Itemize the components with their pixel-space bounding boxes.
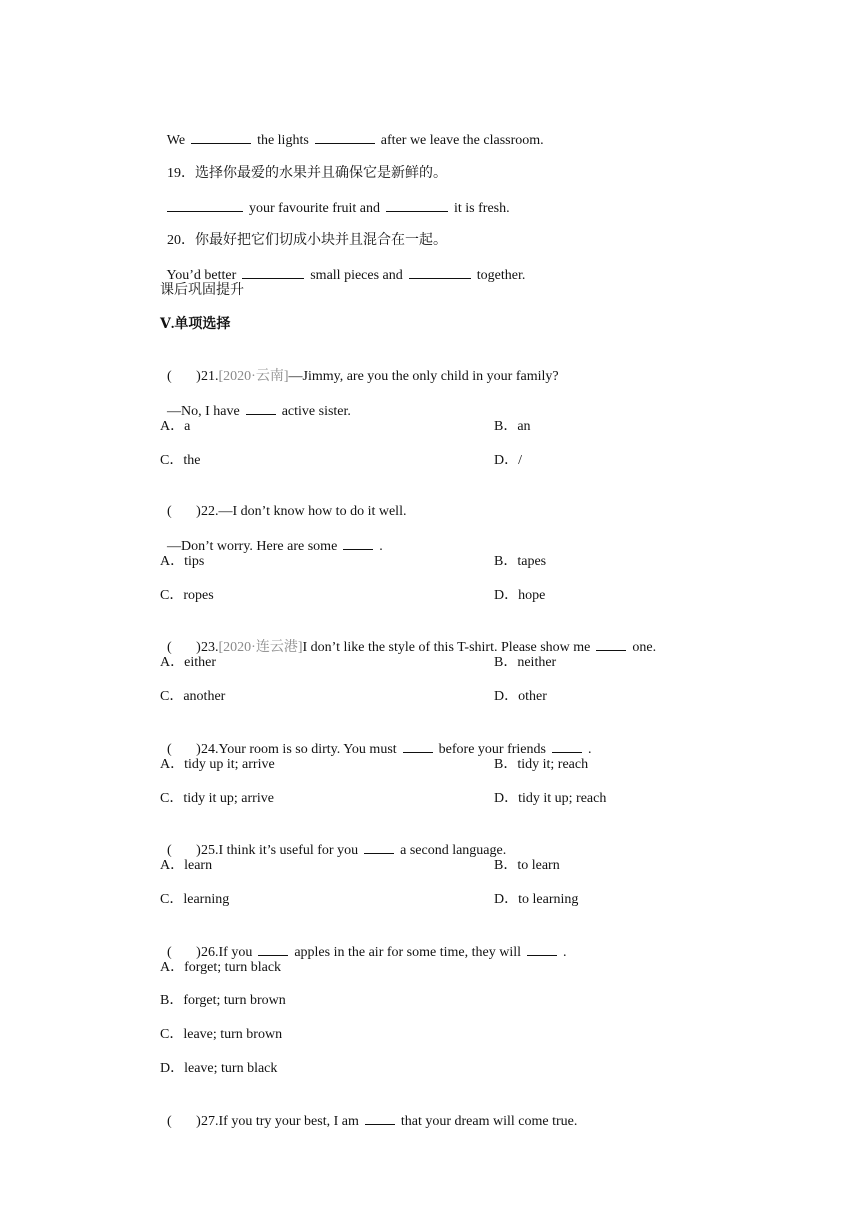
option-d[interactable]: D．other [494, 689, 547, 704]
blank [258, 943, 288, 956]
blank [596, 638, 626, 651]
question-text: I don’t like the style of this T-shirt. Please show me [302, 640, 591, 655]
question-text: —Don’t worry. Here are some [167, 539, 338, 554]
blank [365, 1112, 395, 1125]
question-number: 27. [201, 1114, 219, 1129]
question-number: 25. [201, 843, 219, 858]
option-a[interactable]: A．tidy up it; arrive [160, 757, 275, 772]
blank [527, 943, 557, 956]
blank [167, 199, 243, 212]
question-22-line2 [160, 519, 383, 556]
option-c[interactable]: C．another [160, 689, 226, 704]
blank [191, 131, 251, 144]
option-b[interactable]: B．an [494, 419, 531, 434]
blank [343, 537, 373, 550]
question-number: 20． [167, 233, 195, 248]
option-c[interactable]: C．leave; turn brown [160, 1027, 283, 1042]
option-a[interactable]: A．either [160, 655, 216, 670]
blank [315, 131, 375, 144]
option-d[interactable]: D．tidy it up; reach [494, 791, 607, 806]
question-text: that your dream will come true. [400, 1114, 578, 1129]
question-text: —I don’t know how to do it well. [218, 504, 407, 519]
question-text: . [563, 945, 567, 960]
fill-text: together. [476, 268, 526, 283]
option-c[interactable]: C．the [160, 453, 201, 468]
fill-text: the lights [257, 133, 309, 148]
fill-text: after we leave the classroom. [380, 133, 544, 148]
answer-paren: ( ) [167, 504, 201, 519]
fill-line-18 [160, 113, 544, 150]
question-19-prompt [160, 147, 447, 183]
answer-paren: ( ) [167, 640, 201, 655]
question-26-stem [160, 925, 567, 962]
blank [409, 266, 471, 279]
question-text: —Jimmy, are you the only child in your family? [288, 369, 559, 384]
blank [386, 199, 448, 212]
question-text: Your room is so dirty. You must [218, 742, 397, 757]
fill-line-20 [160, 248, 525, 285]
option-a[interactable]: A．tips [160, 554, 205, 569]
source-citation: [2020·云南] [218, 369, 289, 384]
question-22-stem [160, 485, 406, 521]
question-number: 22. [201, 504, 219, 519]
question-text: —No, I have [167, 404, 240, 419]
question-text: before your friends [438, 742, 546, 757]
option-b[interactable]: B．to learn [494, 858, 560, 873]
option-d[interactable]: D．hope [494, 588, 546, 603]
question-number: 21. [201, 369, 219, 384]
fill-line-19 [160, 181, 510, 218]
question-text: If you try your best, I am [218, 1114, 359, 1129]
option-c[interactable]: C．learning [160, 892, 230, 907]
question-21-stem [160, 350, 559, 386]
answer-paren: ( ) [167, 945, 201, 960]
answer-paren: ( ) [167, 742, 201, 757]
section-heading: 课后巩固提升 [160, 283, 244, 298]
option-a[interactable]: A．forget; turn black [160, 960, 282, 975]
chinese-prompt: 选择你最爱的水果并且确保它是新鲜的。 [195, 166, 447, 181]
fill-text: it is fresh. [454, 201, 510, 216]
question-23-stem [160, 620, 656, 657]
blank [364, 841, 394, 854]
question-text: . [379, 539, 383, 554]
question-24-stem [160, 722, 591, 759]
fill-text: You’d better [166, 268, 237, 283]
question-27-stem [160, 1094, 577, 1131]
blank [246, 402, 276, 415]
fill-text: small pieces and [310, 268, 403, 283]
answer-paren: ( ) [167, 843, 201, 858]
question-21-line2 [160, 384, 351, 421]
question-text: . [587, 742, 592, 757]
option-c[interactable]: C．tidy it up; arrive [160, 791, 274, 806]
question-20-prompt [160, 214, 447, 250]
question-text: I think it’s useful for you [218, 843, 359, 858]
answer-paren: ( ) [167, 369, 201, 384]
option-b[interactable]: B．tapes [494, 554, 547, 569]
blank [552, 740, 582, 753]
question-text: one. [632, 640, 657, 655]
option-b[interactable]: B．tidy it; reach [494, 757, 589, 772]
option-a[interactable]: A．a [160, 419, 191, 434]
blank [403, 740, 433, 753]
answer-paren: ( ) [167, 1114, 201, 1129]
option-a[interactable]: A．learn [160, 858, 213, 873]
option-b[interactable]: B．neither [494, 655, 557, 670]
question-text: a second language. [400, 843, 507, 858]
question-number: 24. [201, 742, 219, 757]
question-text: apples in the air for some time, they will [294, 945, 521, 960]
option-c[interactable]: C．ropes [160, 588, 214, 603]
option-d[interactable]: D．to learning [494, 892, 579, 907]
option-d[interactable]: D．leave; turn black [160, 1061, 278, 1076]
chinese-prompt: 你最好把它们切成小块并且混合在一起。 [195, 233, 447, 248]
source-citation: [2020·连云港] [218, 640, 303, 655]
question-number: 23. [201, 640, 219, 655]
blank [242, 266, 304, 279]
fill-text: your favourite fruit and [249, 201, 381, 216]
question-number: 26. [201, 945, 219, 960]
fill-text: We [166, 133, 186, 148]
option-b[interactable]: B．forget; turn brown [160, 993, 286, 1008]
question-number: 19． [167, 166, 195, 181]
question-text: active sister. [281, 404, 351, 419]
section-title: Ⅴ.单项选择 [160, 317, 231, 332]
question-25-stem [160, 823, 506, 860]
question-text: If you [218, 945, 253, 960]
option-d[interactable]: D．/ [494, 453, 522, 468]
